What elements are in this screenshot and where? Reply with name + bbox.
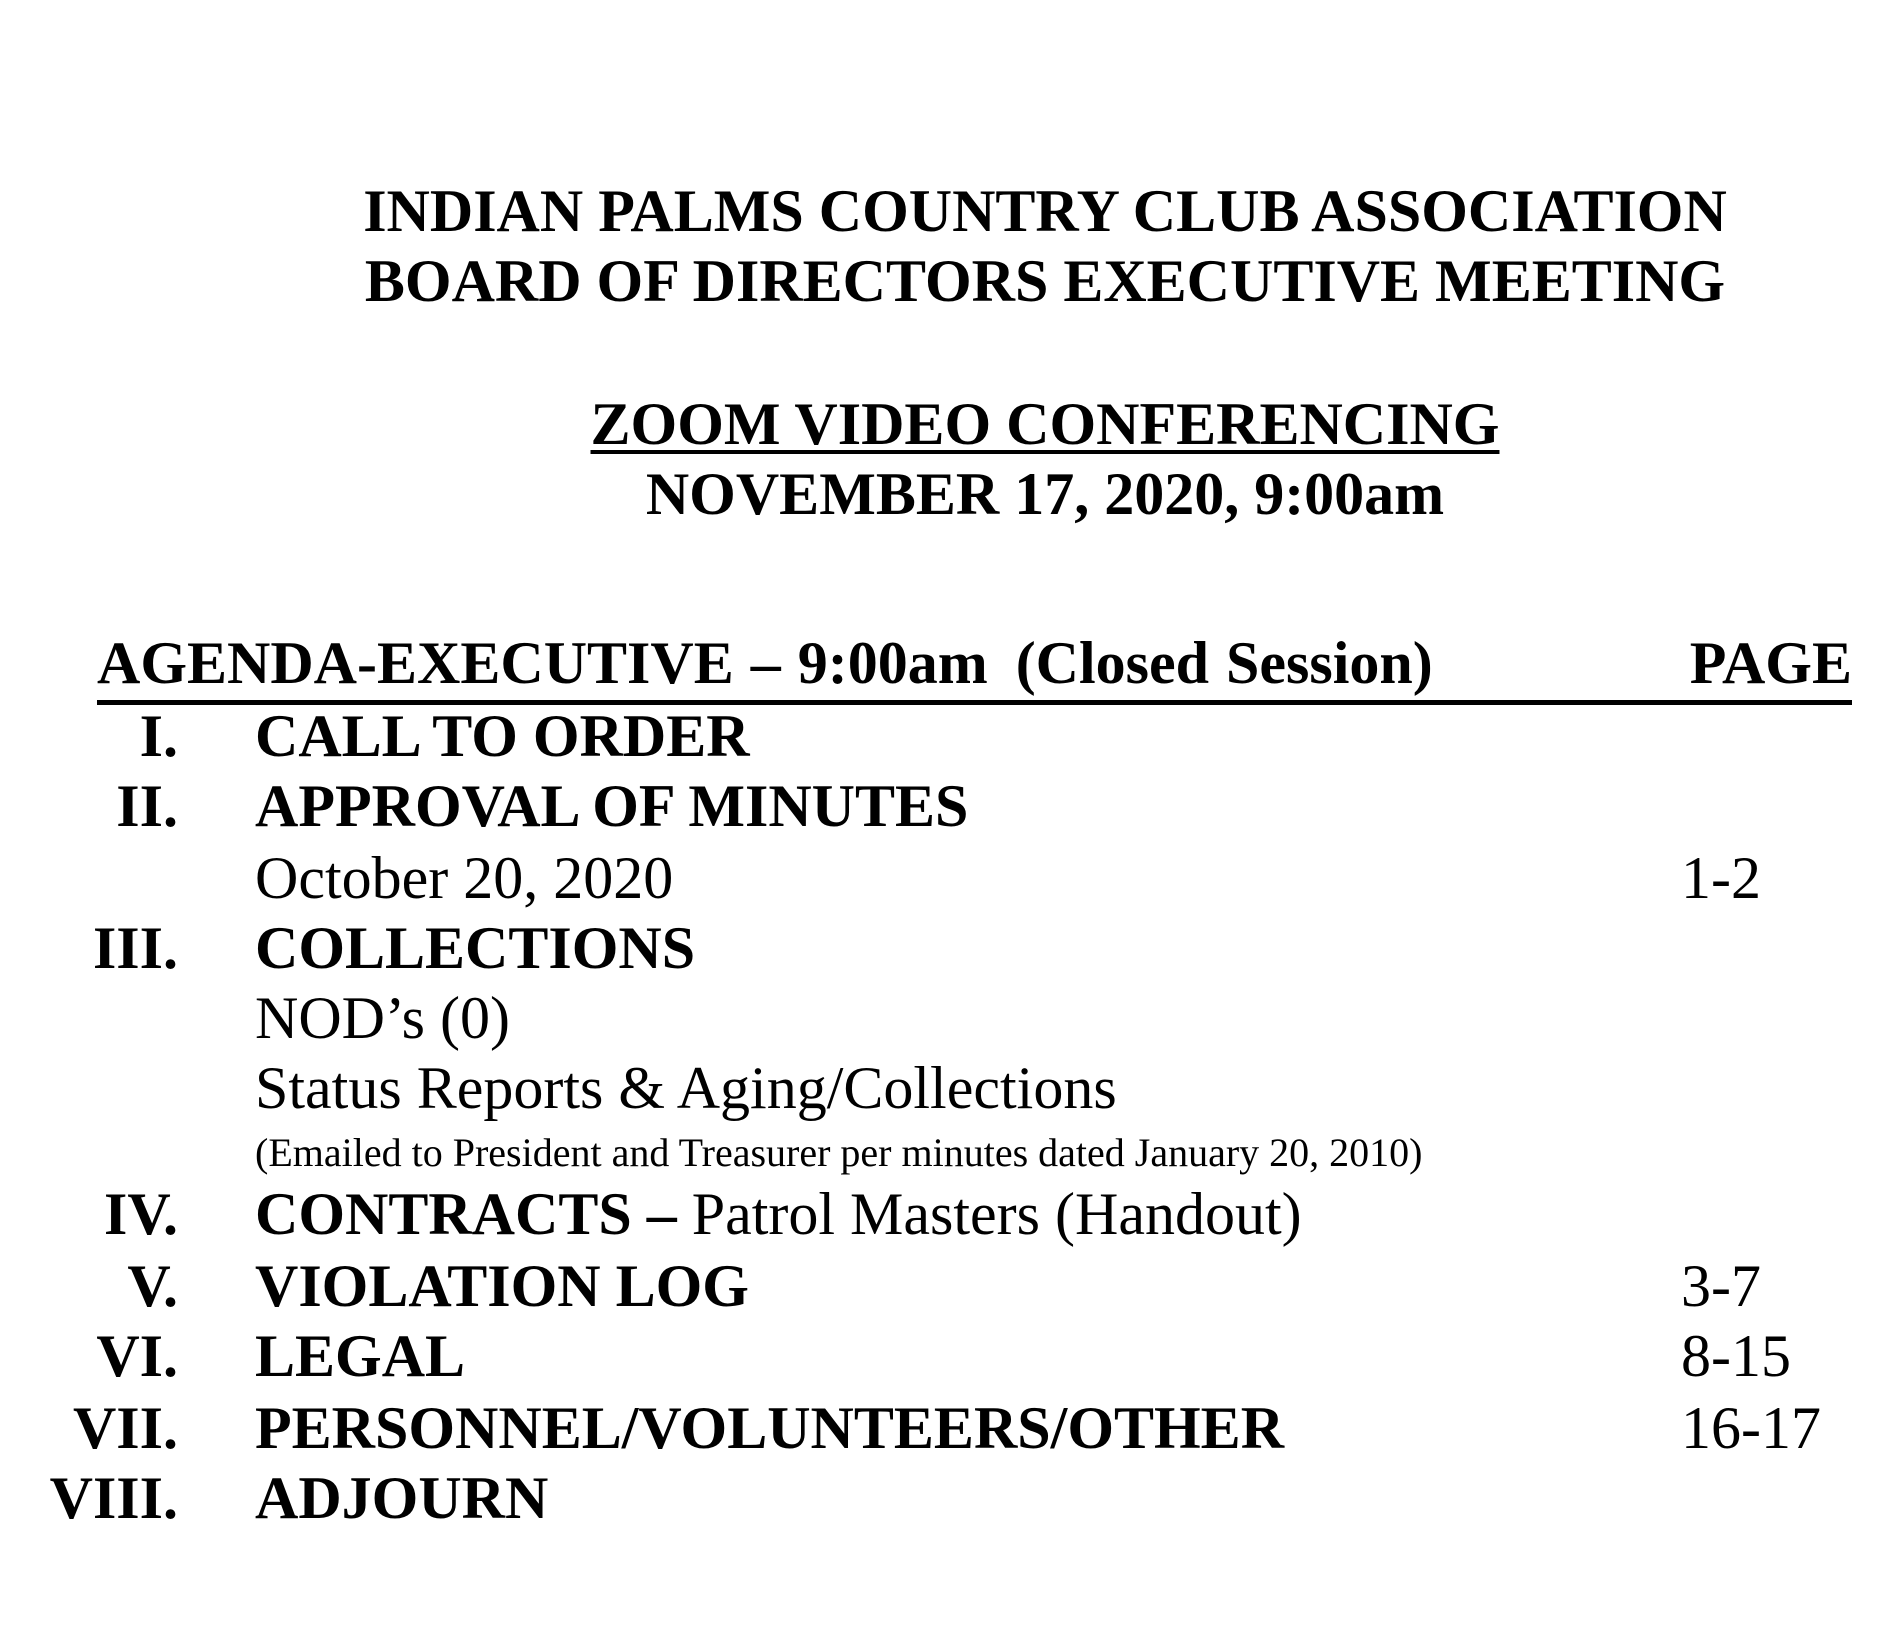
item-label: COLLECTIONS bbox=[255, 915, 696, 981]
meeting-title: BOARD OF DIRECTORS EXECUTIVE MEETING bbox=[364, 248, 1726, 314]
agenda-item bbox=[0, 1392, 1898, 1464]
agenda-item bbox=[0, 912, 1898, 984]
item-number: III. bbox=[92, 915, 178, 981]
item-label: APPROVAL OF MINUTES bbox=[255, 773, 969, 839]
item-page: 3-7 bbox=[1681, 1253, 1761, 1319]
agenda-item bbox=[0, 1320, 1898, 1392]
item-label: VIOLATION LOG bbox=[255, 1253, 749, 1319]
agenda-session: (Closed Session) bbox=[1015, 630, 1433, 696]
item-label: (Emailed to President and Treasurer per minutes dated January 20, 2010) bbox=[255, 1130, 1423, 1175]
agenda-item bbox=[0, 1250, 1898, 1322]
item-label: NOD’s (0) bbox=[255, 985, 510, 1051]
item-number: II. bbox=[116, 773, 178, 839]
item-label-bold: CONTRACTS – bbox=[255, 1181, 677, 1247]
agenda-subitem bbox=[0, 842, 1898, 914]
item-page: 8-15 bbox=[1681, 1323, 1791, 1389]
item-label: LEGAL bbox=[255, 1323, 466, 1389]
item-label: Status Reports & Aging/Collections bbox=[255, 1055, 1117, 1121]
item-label-detail: Patrol Masters (Handout) bbox=[676, 1181, 1302, 1247]
agenda-subitem bbox=[0, 1052, 1898, 1124]
org-name: INDIAN PALMS COUNTRY CLUB ASSOCIATION bbox=[363, 178, 1727, 244]
item-number: VIII. bbox=[49, 1465, 178, 1531]
item-number: I. bbox=[139, 703, 178, 769]
item-page: 16-17 bbox=[1681, 1395, 1821, 1461]
agenda-subitem bbox=[0, 982, 1898, 1054]
item-page: 1-2 bbox=[1681, 845, 1761, 911]
item-label: CALL TO ORDER bbox=[255, 703, 750, 769]
agenda-item bbox=[0, 770, 1898, 842]
item-number: IV. bbox=[104, 1181, 178, 1247]
agenda-item bbox=[0, 1462, 1898, 1534]
venue bbox=[335, 388, 1755, 460]
item-number: VI. bbox=[96, 1323, 178, 1389]
agenda-header bbox=[97, 628, 1852, 705]
page-column-label: PAGE bbox=[1689, 630, 1852, 696]
agenda-heading bbox=[97, 628, 1433, 698]
meeting-date-time: NOVEMBER 17, 2020, 9:00am bbox=[645, 461, 1445, 527]
item-label: PERSONNEL/VOLUNTEERS/OTHER bbox=[255, 1395, 1285, 1461]
item-number: V. bbox=[127, 1253, 178, 1319]
item-label: ADJOURN bbox=[255, 1465, 549, 1531]
item-number: VII. bbox=[72, 1395, 178, 1461]
venue-text: ZOOM VIDEO CONFERENCING bbox=[590, 391, 1500, 457]
agenda-note bbox=[0, 1128, 1898, 1178]
agenda-item bbox=[0, 700, 1898, 772]
item-label bbox=[255, 1178, 1302, 1250]
agenda-item bbox=[0, 1178, 1898, 1250]
item-label: October 20, 2020 bbox=[255, 845, 674, 911]
agenda-heading-text: AGENDA-EXECUTIVE – 9:00am bbox=[97, 630, 988, 696]
